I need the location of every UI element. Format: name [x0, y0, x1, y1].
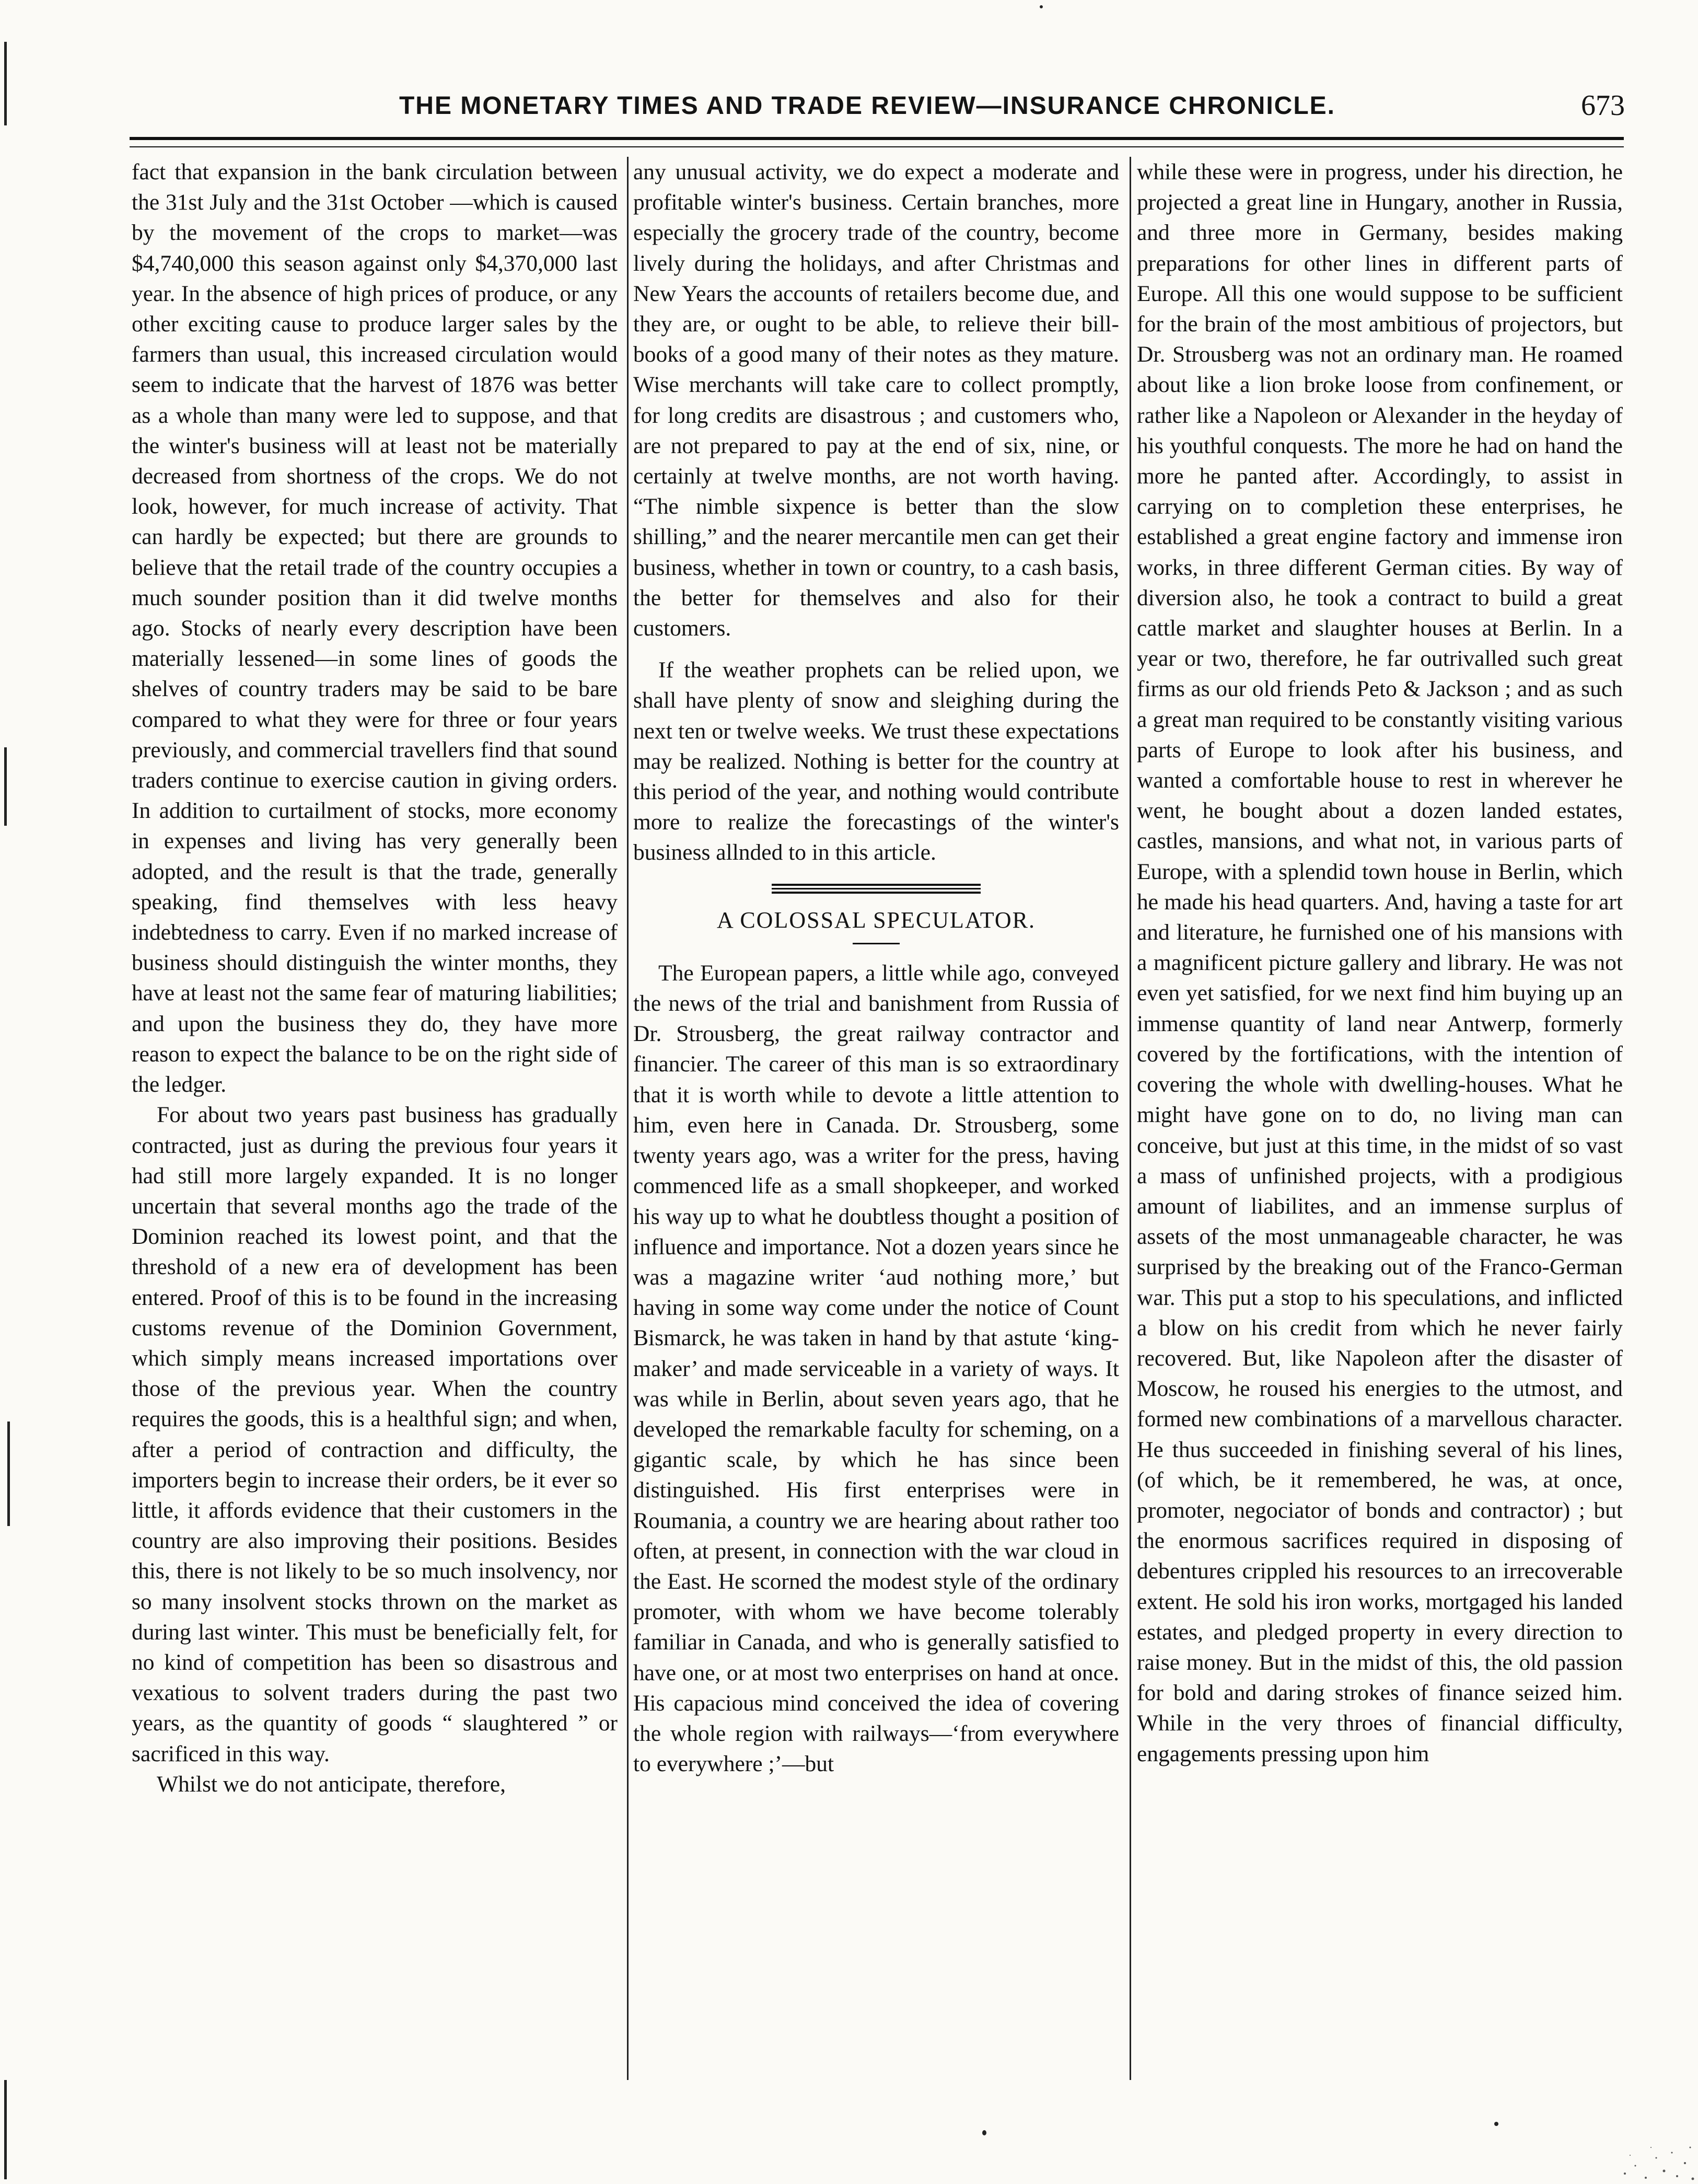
- title-underline: [853, 943, 900, 944]
- paragraph: Whilst we do not anticipate, therefore,: [157, 1771, 506, 1797]
- scan-speck: [982, 2130, 986, 2135]
- scan-margin-mark: [4, 2080, 7, 2179]
- text-column-left: [132, 157, 618, 2085]
- page-header: [125, 79, 1625, 132]
- header-rule-thin: [130, 146, 1624, 147]
- paragraph: any unusual activity, we do expect a moderate and profitable winter's business. Certain branches, more especially the grocery trade of the country, become lively during the holidays, and after Christmas and New Years the accounts of retailers become due, and they are, or ought to be able, to relieve their bill-books of a good many of their notes as they mature. Wise merchants will take care to collect promptly, for long credits are disastrous ; and customers who, are not prepared to pay at the end of six, nine, or certainly at twelve months, are not worth having. “The nimble sixpence is better than the slow shilling,” and the nearer mercantile men can get their business, whether in town or country, to a cash basis, the better for themselves and also for their customers.: [633, 159, 1119, 641]
- article-title: A COLOSSAL SPECULATOR.: [716, 907, 1036, 933]
- column-divider: [627, 157, 629, 2080]
- scan-margin-mark: [4, 42, 7, 125]
- section-divider: [772, 884, 981, 894]
- text-column-right: [1137, 157, 1623, 2085]
- column-divider: [1130, 157, 1131, 2080]
- paragraph: The European papers, a little while ago, conveyed the news of the trial and banishment from Russia of Dr. Strousberg, the great railway contractor and financier. The career of this man is so extraordinary that it is worth while to devote a little attention to him, even here in Canada. Dr. Strousberg, some twenty years ago, was a writer for the press, having commenced life as a small shopkeeper, and worked his way up to what he doubtless thought a position of influence and importance. Not a dozen years since he was a magazine writer ‘aud nothing more,’ but having in some way come under the notice of Count Bismarck, he was taken in hand by that astute ‘king-maker’ and made serviceable in a variety of ways. It was while in Berlin, about seven years ago, that he developed the remarkable faculty for scheming, on a gigantic scale, by which he has since been distinguished. His first enterprises were in Roumania, a country we are hearing about rather too often, at present, in connection with the war cloud in the East. He scorned the modest style of the ordinary promoter, with whom we have become tolerably familiar in Canada, and who is generally satisfied to have one, or at most two enterprises on hand at once. His capacious mind conceived the idea of covering the whole region with railways—‘from everywhere to everywhere ;’—but: [633, 960, 1119, 1777]
- running-title: THE MONETARY TIMES AND TRADE REVIEW—INSURANCE CHRONICLE.: [399, 91, 1336, 120]
- paragraph: while these were in progress, under his direction, he projected a great line in Hungary, another in Russia, and three more in Germany, besides making preparations for other lines in different parts of Europe. All this one would suppose to be sufficient for the brain of the most ambitious of projectors, but Dr. Strousberg was not an ordinary man. He roamed about like a lion broke loose from confinement, or rather like a Napoleon or Alexander in the heyday of his youthful conquests. The more he had on hand the more he panted after. Accordingly, to assist in carrying on to completion these enterprises, he established a great engine factory and immense iron works, in three different German cities. By way of diversion also, he took a contract to build a great cattle market and slaughter houses at Berlin. In a year or two, therefore, he far outrivalled such great firms as our old friends Peto & Jackson ; and as such a great man required to be constantly visiting various parts of Europe to look after his business, and wanted a comfortable house to rest in wherever he went, he bought about a dozen landed estates, castles, mansions, and what not, in various parts of Europe, with a splendid town house in Berlin, which he made his head quarters. And, having a taste for art and literature, he furnished one of his mansions with a magnificent picture gallery and library. He was not even yet satisfied, for we next find him buying up an immense quantity of land near Antwerp, formerly covered by the fortifications, with the intention of covering the whole with dwelling-houses. What he might have gone on to do, no living man can conceive, but just at this time, in the midst of so vast a mass of unfinished projects, with a prodigious amount of liabilites, and an immense surplus of assets of the most unmanageable character, he was surprised by the breaking out of the Franco-German war. This put a stop to his speculations, and inflicted a blow on his credit from which he never fairly recovered. But, like Napoleon after the disaster of Moscow, he roused his energies to the utmost, and formed new combinations of a marvellous character. He thus succeeded in finishing several of his lines, (of which, be it remembered, he was, at once, promoter, negociator of bonds and contractor) ; but the enormous sacrifices required in disposing of debentures crippled his resources to an irrecoverable extent. He sold his iron works, mortgaged his landed estates, and pledged property in every direction to raise money. But in the midst of this, the old passion for bold and daring strokes of finance seized him. While in the very throes of financial difficulty, engagements pressing upon him: [1137, 159, 1623, 1766]
- header-rule-thick: [130, 137, 1624, 140]
- page-number: 673: [1581, 89, 1625, 122]
- text-column-middle: [633, 157, 1119, 2085]
- scan-speck: [1494, 2122, 1498, 2126]
- paragraph: If the weather prophets can be relied upon, we shall have plenty of snow and sleighing during the next ten or twelve weeks. We trust these expectations may be realized. Nothing is better for the country at this period of the year, and nothing would contribute more to realize the forecastings of the winter's business allnded to in this article.: [633, 657, 1119, 865]
- paragraph: fact that expansion in the bank circulation between the 31st July and the 31st October —which is caused by the movement of the crops to market—was $4,740,000 this season against only $4,370,000 last year. In the absence of high prices of produce, or any other exciting cause to produce larger sales by the farmers than usual, this increased circulation would seem to indicate that the harvest of 1876 was better as a whole than many were led to suppose, and that the winter's business will at least not be materially decreased from shortness of the crops. We do not look, however, for much increase of activity. That can hardly be expected; but there are grounds to believe that the retail trade of the country occupies a much sounder position than it did twelve months ago. Stocks of nearly every description have been materially lessened—in some lines of goods the shelves of country traders may be said to be bare compared to what they were for three or four years previously, and commercial travellers find that sound traders continue to exercise caution in giving orders. In addition to curtailment of stocks, more economy in expenses and living has very generally been adopted, and the result is that the trade, generally speaking, find themselves with less heavy indebtedness to carry. Even if no marked increase of business should distinguish the winter months, they have at least not the same fear of maturing liabilities; and upon the business they do, they have more reason to expect the balance to be on the right side of the ledger.: [132, 159, 618, 1097]
- scan-margin-mark: [4, 747, 7, 826]
- scan-margin-mark: [7, 1422, 10, 1526]
- paragraph: For about two years past business has gradually contracted, just as during the previous four years it had still more largely expanded. It is no longer uncertain that several months ago the trade of the Dominion reached its lowest point, and that the threshold of a new era of development has been entered. Proof of this is to be found in the increasing customs revenue of the Dominion Government, which simply means increased importations over those of the previous year. When the country requires the goods, this is a healthful sign; and when, after a period of contraction and difficulty, the importers begin to increase their orders, be it ever so little, it affords evidence that their customers in the country are also improving their positions. Besides this, there is not likely to be so much insolvency, nor so many insolvent stocks thrown on the market as during last winter. This must be beneficially felt, for no kind of competition has been so disastrous and vexatious to solvent traders during the past two years, as the quantity of goods “ slaughtered ” or sacrificed in this way.: [132, 1102, 618, 1766]
- scan-speck: [1040, 5, 1043, 8]
- scan-noise-corner: [1614, 2137, 1698, 2184]
